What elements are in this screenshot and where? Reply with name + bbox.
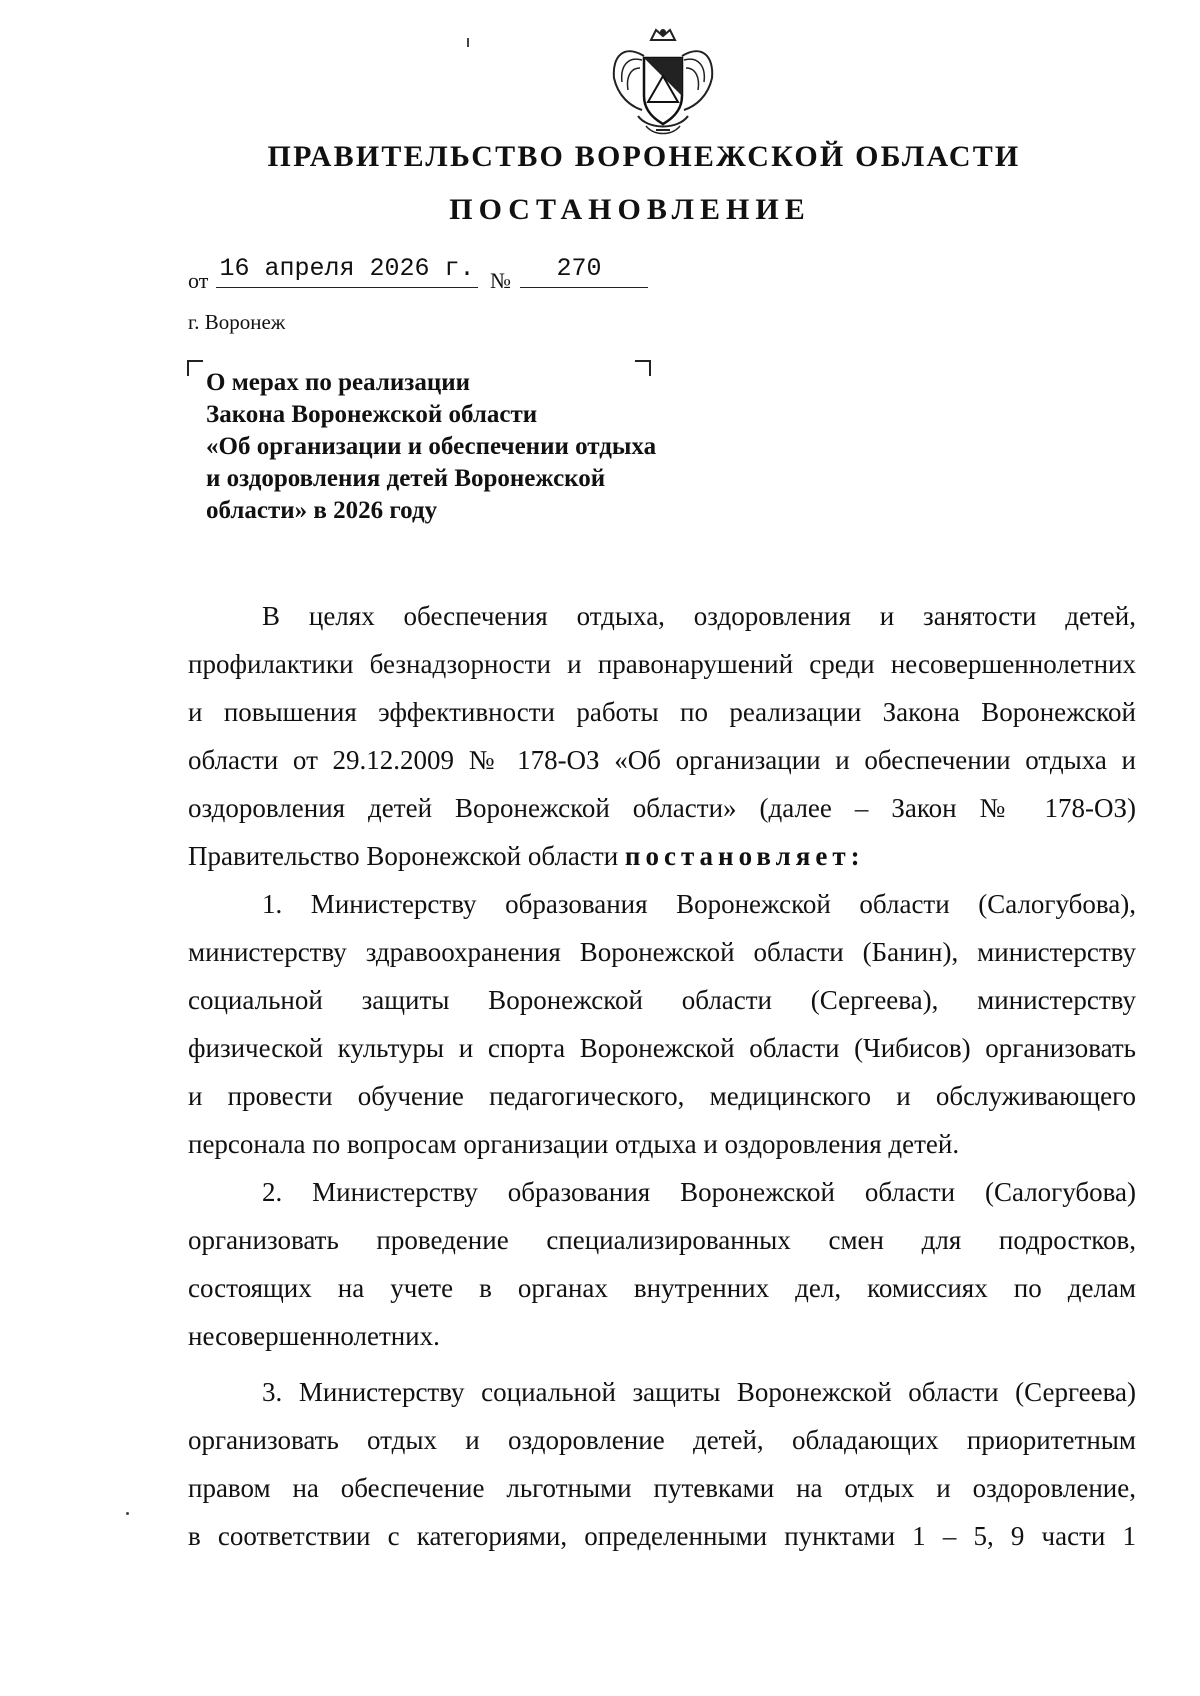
- number-underline: [520, 287, 648, 288]
- text-line: в соответствии с категориями, определенными пунктами 1 – 5, 9 части 1: [188, 1521, 1136, 1551]
- text-line: профилактики безнадзорности и правонарушений среди несовершеннолетних: [188, 649, 1136, 679]
- from-label: от: [188, 268, 209, 293]
- text-line: организовать отдых и оздоровление детей, обладающих приоритетным: [188, 1425, 1136, 1455]
- preamble-subject: Правительство Воронежской области: [188, 841, 619, 871]
- text-line: социальной защиты Воронежской области (Сергеева), министерству: [188, 985, 1136, 1015]
- number-label: №: [490, 268, 511, 293]
- text-line: организовать проведение специализированных смен для подростков,: [188, 1225, 1136, 1255]
- date-number-line: [188, 254, 688, 294]
- coat-of-arms-emblem: [604, 26, 722, 142]
- document-body: [188, 592, 1136, 1560]
- text-line: правом на обеспечение льготными путевками на отдых и оздоровление,: [188, 1473, 1136, 1503]
- text-line: В целях обеспечения отдыха, оздоровления и занятости детей,: [262, 601, 1136, 631]
- text-line: [188, 832, 1136, 880]
- item-2-paragraph: [188, 1168, 1136, 1360]
- document-number: 270: [556, 254, 602, 283]
- city: г. Воронеж: [188, 310, 286, 334]
- subject-line: области» в 2026 году: [206, 497, 438, 524]
- scan-mark: [467, 38, 469, 47]
- item-3-paragraph: [188, 1368, 1136, 1560]
- paragraph-gap: [188, 1360, 1136, 1368]
- text-line: и повышения эффективности работы по реализации Закона Воронежской: [188, 697, 1136, 727]
- text-line: оздоровления детей Воронежской области» (далее – Закон № 178-ОЗ): [188, 793, 1136, 823]
- text-line: области от 29.12.2009 № 178-ОЗ «Об организации и обеспечении отдыха и: [188, 745, 1136, 775]
- subject-bracket-left: [187, 360, 203, 376]
- text-line: состоящих на учете в органах внутренних дел, комиссиях по делам: [188, 1273, 1136, 1303]
- date-underline: [216, 287, 478, 288]
- government-title: ПРАВИТЕЛЬСТВО ВОРОНЕЖСКОЙ ОБЛАСТИ: [267, 140, 1021, 173]
- text-line: министерству здравоохранения Воронежской области (Банин), министерству: [188, 937, 1136, 967]
- text-line: 3. Министерству социальной защиты Воронежской области (Сергеева): [262, 1377, 1136, 1407]
- subject-line: «Об организации и обеспечении отдыха: [206, 433, 657, 460]
- scan-speck: [126, 1512, 129, 1515]
- text-line: персонала по вопросам организации отдыха и оздоровления детей.: [188, 1129, 960, 1159]
- document-type: ПОСТАНОВЛЕНИЕ: [449, 193, 811, 226]
- text-line: несовершеннолетних.: [188, 1321, 440, 1351]
- text-line: 2. Министерству образования Воронежской области (Салогубова): [262, 1177, 1136, 1207]
- text-line: физической культуры и спорта Воронежской области (Чибисов) организовать: [188, 1033, 1136, 1063]
- document-subject: [206, 367, 766, 527]
- document-date: 16 апреля 2026 г.: [219, 254, 475, 283]
- text-line: 1. Министерству образования Воронежской области (Салогубова),: [262, 889, 1136, 919]
- resolves-colon: :: [850, 841, 860, 871]
- item-1-paragraph: [188, 880, 1136, 1168]
- text-line: и провести обучение педагогического, медицинского и обслуживающего: [188, 1081, 1136, 1111]
- subject-line: и оздоровления детей Воронежской: [206, 465, 606, 492]
- resolves-word: постановляет: [624, 841, 851, 871]
- subject-line: Закона Воронежской области: [206, 401, 538, 428]
- preamble-paragraph: [188, 592, 1136, 880]
- subject-line: О мерах по реализации: [206, 369, 471, 396]
